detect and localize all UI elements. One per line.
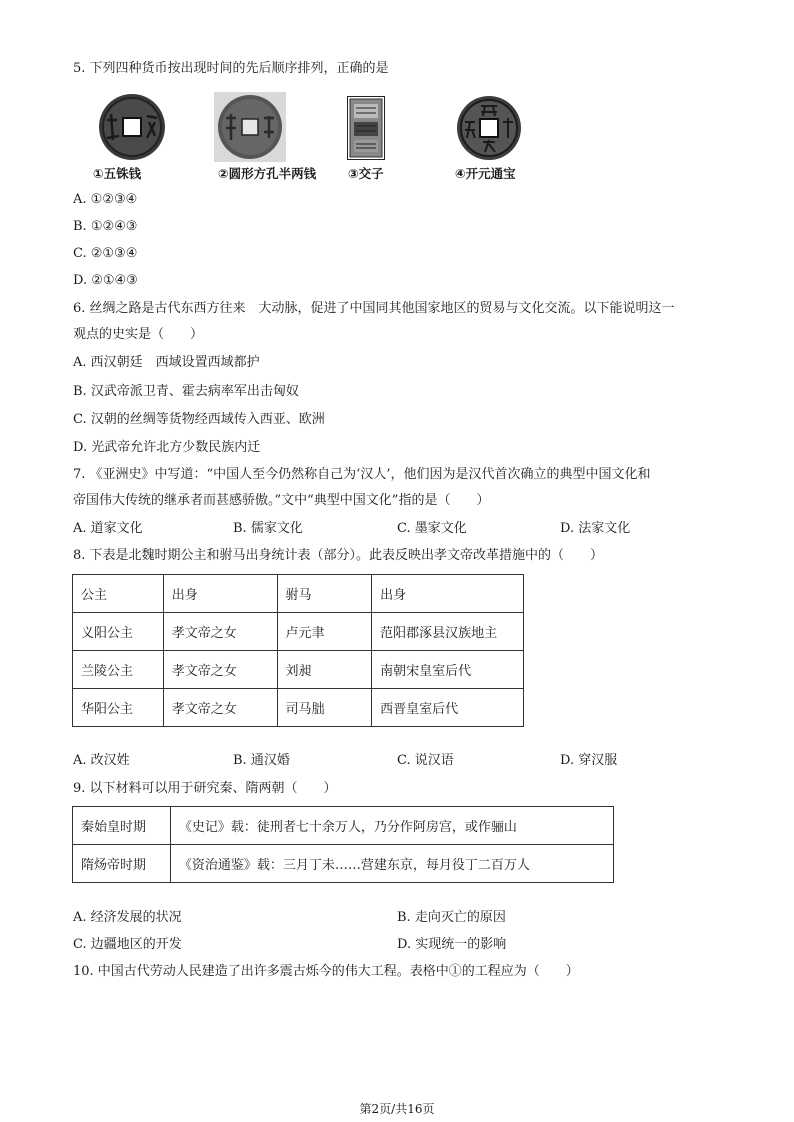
table-row: [73, 613, 524, 651]
q7-stem-line1: 7. 《亚洲史》中写道：“中国人至今仍然称自己为‘汉人’，他们因为是汉代首次确立的典型中国文化和: [73, 467, 651, 482]
jiaozi-note-image: [347, 96, 385, 160]
table-cell: 《资治通鉴》载：三月丁未……营建东京，每月役丁二百万人: [170, 845, 613, 883]
q8-option-a: A. 改汉姓: [73, 753, 130, 768]
q8-option-d: D. 穿汉服: [560, 753, 618, 768]
q6-option-c: C. 汉朝的丝绸等货物经西域传入西亚、欧洲: [73, 412, 325, 427]
q5-caption-1: ①五铢钱: [93, 166, 142, 181]
table-row: [73, 845, 614, 883]
q8-table: [72, 574, 524, 727]
table-cell: 秦始皇时期: [73, 807, 171, 845]
q5-stem: 5. 下列四种货币按出现时间的先后顺序排列，正确的是: [73, 61, 389, 76]
table-cell: 兰陵公主: [73, 651, 164, 689]
table-cell: 西晋皇室后代: [372, 689, 524, 727]
q5-option-d: D. ②①④③: [73, 273, 138, 288]
table-cell: 范阳郡涿县汉族地主: [372, 613, 524, 651]
table-cell: 公主: [73, 575, 164, 613]
q6-stem-line1: 6. 丝绸之路是古代东西方往来 大动脉，促进了中国同其他国家地区的贸易与文化交流。以下能说明这一: [73, 301, 675, 316]
q8-stem: 8. 下表是北魏时期公主和驸马出身统计表（部分）。此表反映出孝文帝改革措施中的（ ）: [73, 548, 604, 563]
wuzhu-coin-image: [97, 92, 167, 162]
q7-option-d: D. 法家文化: [560, 521, 631, 536]
banliang-coin-image: [214, 92, 286, 162]
q7-option-a: A. 道家文化: [73, 521, 143, 536]
q7-stem-line2: 帝国伟大传统的继承者而甚感骄傲。”文中“典型中国文化”指的是（ ）: [73, 493, 490, 508]
table-row: [73, 689, 524, 727]
kaiyuan-coin-image: [455, 94, 523, 162]
table-cell: 司马朏: [277, 689, 372, 727]
table-cell: 刘昶: [277, 651, 372, 689]
q10-stem: 10. 中国古代劳动人民建造了出许多震古烁今的伟大工程。表格中①的工程应为（ ）: [73, 964, 579, 979]
table-cell: 出身: [163, 575, 277, 613]
q7-options: [73, 520, 713, 538]
table-row: [73, 807, 614, 845]
q9-option-d: D. 实现统一的影响: [397, 937, 507, 952]
table-cell: 出身: [372, 575, 524, 613]
q8-option-b: B. 通汉婚: [233, 753, 290, 768]
q5-option-b: B. ①②④③: [73, 219, 138, 234]
table-cell: 《史记》载：徒刑者七十余万人，乃分作阿房宫，或作骊山: [170, 807, 613, 845]
q9-stem: 9. 以下材料可以用于研究秦、隋两朝（ ）: [73, 781, 337, 796]
q6-option-b: B. 汉武帝派卫青、霍去病率军出击匈奴: [73, 384, 299, 399]
table-cell: 孝文帝之女: [163, 613, 277, 651]
table-row: [73, 651, 524, 689]
q6-stem-line2: 观点的史实是（ ）: [73, 327, 204, 342]
q9-options-row1: [73, 909, 713, 927]
q7-option-b: B. 儒家文化: [233, 521, 303, 536]
q6-option-a: A. 西汉朝廷 西域设置西域都护: [73, 355, 260, 370]
table-row: [73, 575, 524, 613]
q5-option-a: A. ①②③④: [73, 192, 138, 207]
table-cell: 南朝宋皇室后代: [372, 651, 524, 689]
q5-caption-2: ②圆形方孔半两钱: [218, 166, 317, 181]
q9-option-c: C. 边疆地区的开发: [73, 937, 182, 952]
q6-option-d: D. 光武帝允许北方少数民族内迁: [73, 440, 261, 455]
q7-option-c: C. 墨家文化: [397, 521, 467, 536]
page-footer: 第2页/共16页: [359, 1102, 435, 1116]
q5-option-c: C. ②①③④: [73, 246, 138, 261]
table-cell: 孝文帝之女: [163, 689, 277, 727]
q9-options-row2: [73, 936, 713, 954]
table-cell: 华阳公主: [73, 689, 164, 727]
q8-option-c: C. 说汉语: [397, 753, 454, 768]
table-cell: 卢元聿: [277, 613, 372, 651]
table-cell: 驸马: [277, 575, 372, 613]
q5-caption-3: ③交子: [348, 166, 384, 181]
q9-table: [72, 806, 614, 883]
q5-caption-4: ④开元通宝: [455, 166, 516, 181]
table-cell: 隋炀帝时期: [73, 845, 171, 883]
table-cell: 孝文帝之女: [163, 651, 277, 689]
q8-options: [73, 752, 713, 770]
table-cell: 义阳公主: [73, 613, 164, 651]
q9-option-b: B. 走向灭亡的原因: [397, 910, 506, 925]
q9-option-a: A. 经济发展的状况: [73, 910, 182, 925]
